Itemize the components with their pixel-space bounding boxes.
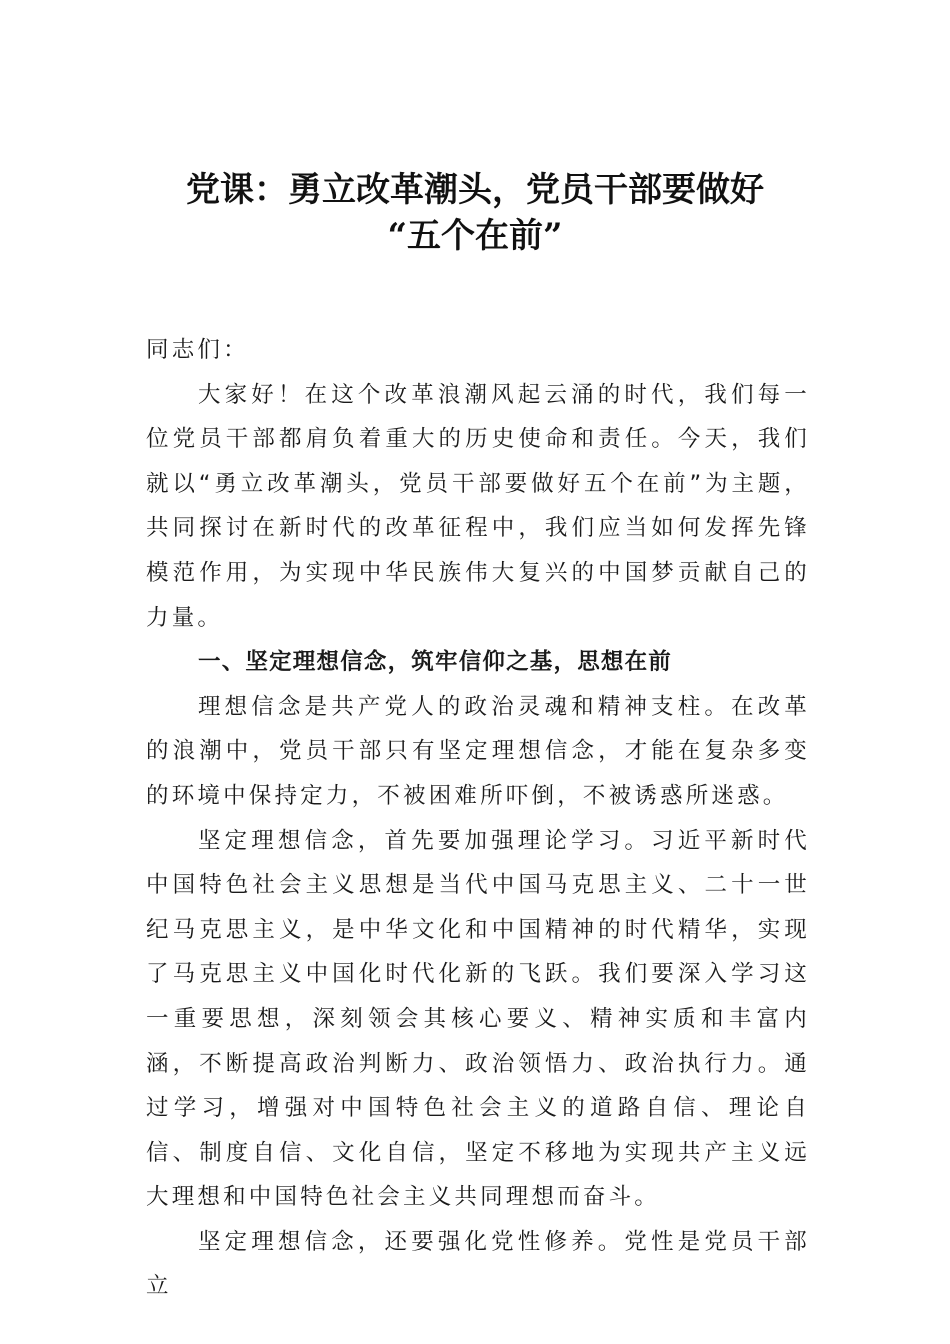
paragraph-3: 坚定理想信念，还要强化党性修养。党性是党员干部立 [146, 1228, 810, 1300]
paragraph-2: 坚定理想信念，首先要加强理论学习。习近平新时代中国特色社会主义思想是当代中国马克思主义、二十一世纪马克思主义，是中华文化和中国精神的时代精华，实现了马克思主义中国化时代化新的飞跃。我们要深入学习这一重要思想，深刻领会其核心要义、精神实质和丰富内涵，不断提高政治判断力、政治领悟力、政治执行力。通过学习，增强对中国特色社会主义的道路自信、理论自信、制度自信、文化自信，坚定不移地为实现共产主义远大理想和中国特色社会主义共同理想而奋斗。 [146, 827, 810, 1211]
document-title-line-2: “五个在前” [387, 216, 563, 256]
document-title-line-1: 党课：勇立改革潮头，党员干部要做好 [186, 170, 764, 210]
document-body [146, 328, 810, 1309]
salutation: 同志们： [146, 337, 249, 363]
paragraph-1: 理想信念是共产党人的政治灵魂和精神支柱。在改革的浪潮中，党员干部只有坚定理想信念，才能在复杂多变的环境中保持定力，不被困难所吓倒，不被诱惑所迷惑。 [146, 693, 810, 809]
paragraph-intro: 大家好！在这个改革浪潮风起云涌的时代，我们每一位党员干部都肩负着重大的历史使命和责任。今天，我们就以“勇立改革潮头，党员干部要做好五个在前”为主题，共同探讨在新时代的改革征程中，我们应当如何发挥先锋模范作用，为实现中华民族伟大复兴的中国梦贡献自己的力量。 [146, 381, 810, 631]
section-heading-1: 一、坚定理想信念，筑牢信仰之基，思想在前 [198, 649, 673, 676]
